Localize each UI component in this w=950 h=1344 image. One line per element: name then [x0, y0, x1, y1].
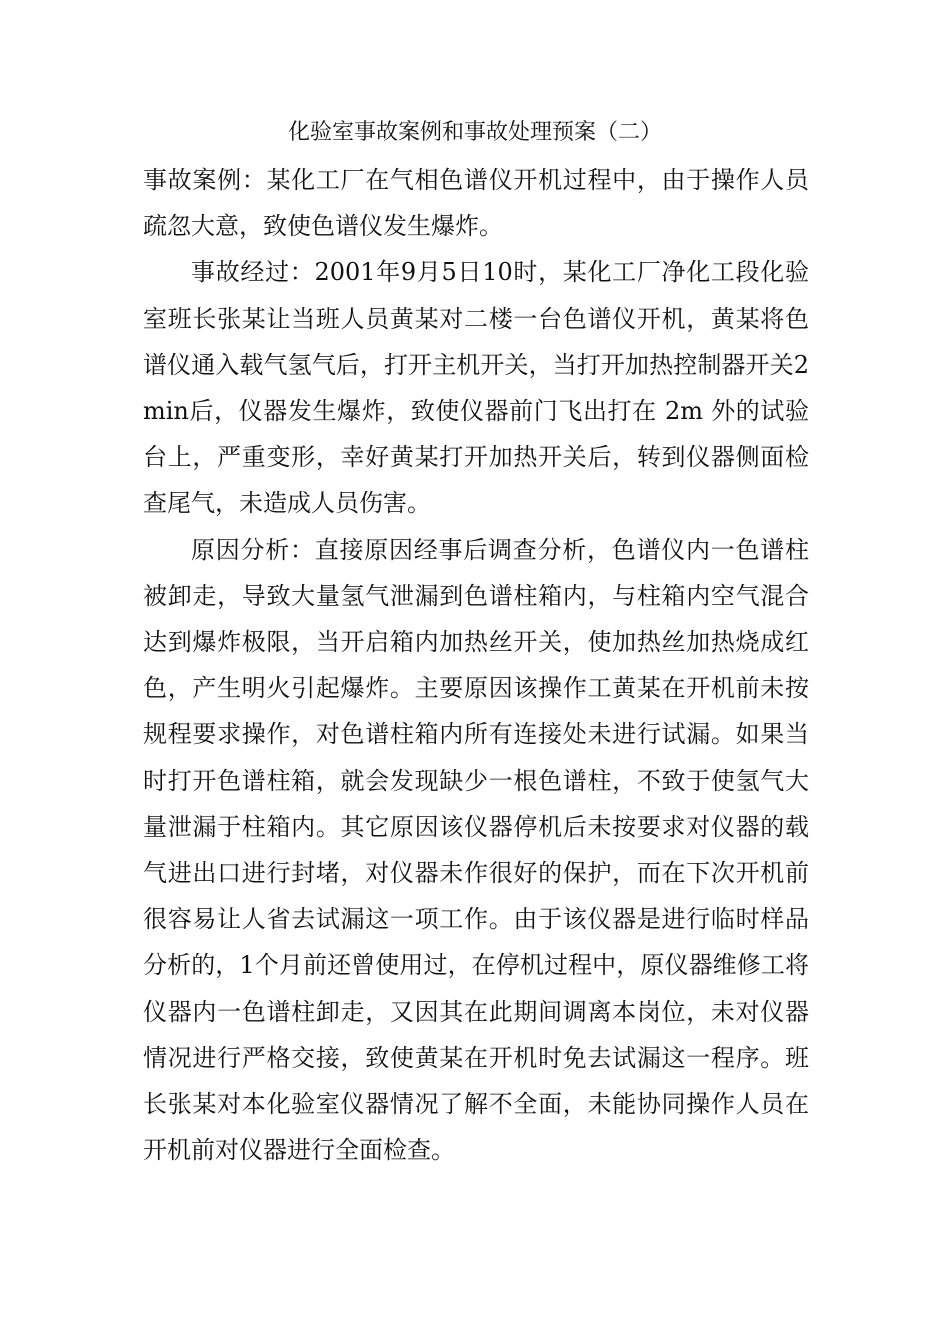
paragraph-case-summary: 事故案例：某化工厂在气相色谱仪开机过程中，由于操作人员疏忽大意，致使色谱仪发生爆炸。 — [143, 166, 809, 241]
paragraph-cause-analysis: 原因分析：直接原因经事后调查分析，色谱仪内一色谱柱被卸走，导致大量氢气泄漏到色谱柱箱内，与柱箱内空气混合达到爆炸极限，当开启箱内加热丝开关，使加热丝加热烧成红色，产生明火引起爆炸。主要原因该操作工黄某在开机前未按规程要求操作，对色谱柱箱内所有连接处未进行试漏。如果当时打开色谱柱箱，就会发现缺少一根色谱柱，不致于使氢气大量泄漏于柱箱内。其它原因该仪器停机后未按要求对仪器的载气进出口进行封堵，对仪器未作很好的保护，而在下次开机前很容易让人省去试漏这一项工作。由于该仪器是进行临时样品分析的，1个月前还曾使用过，在停机过程中，原仪器维修工将仪器内一色谱柱卸走，又因其在此期间调离本岗位，未对仪器情况进行严格交接，致使黄某在开机时免去试漏这一程序。班长张某对本化验室仪器情况了解不全面，未能协同操作人员在开机前对仪器进行全面检查。 — [143, 535, 809, 1165]
paragraph-incident-process: 事故经过：2001年9月5日10时，某化工厂净化工段化验室班长张某让当班人员黄某对二楼一台色谱仪开机，黄某将色谱仪通入载气氢气后，打开主机开关，当打开加热控制器开关2min后，仪器发生爆炸，致使仪器前门飞出打在 2m 外的试验台上，严重变形，幸好黄某打开加热开关后，转到仪器侧面检查尾气，未造成人员伤害。 — [143, 258, 809, 518]
document-title: 化验室事故案例和事故处理预案（二） — [287, 120, 662, 145]
document-body — [143, 157, 809, 1173]
